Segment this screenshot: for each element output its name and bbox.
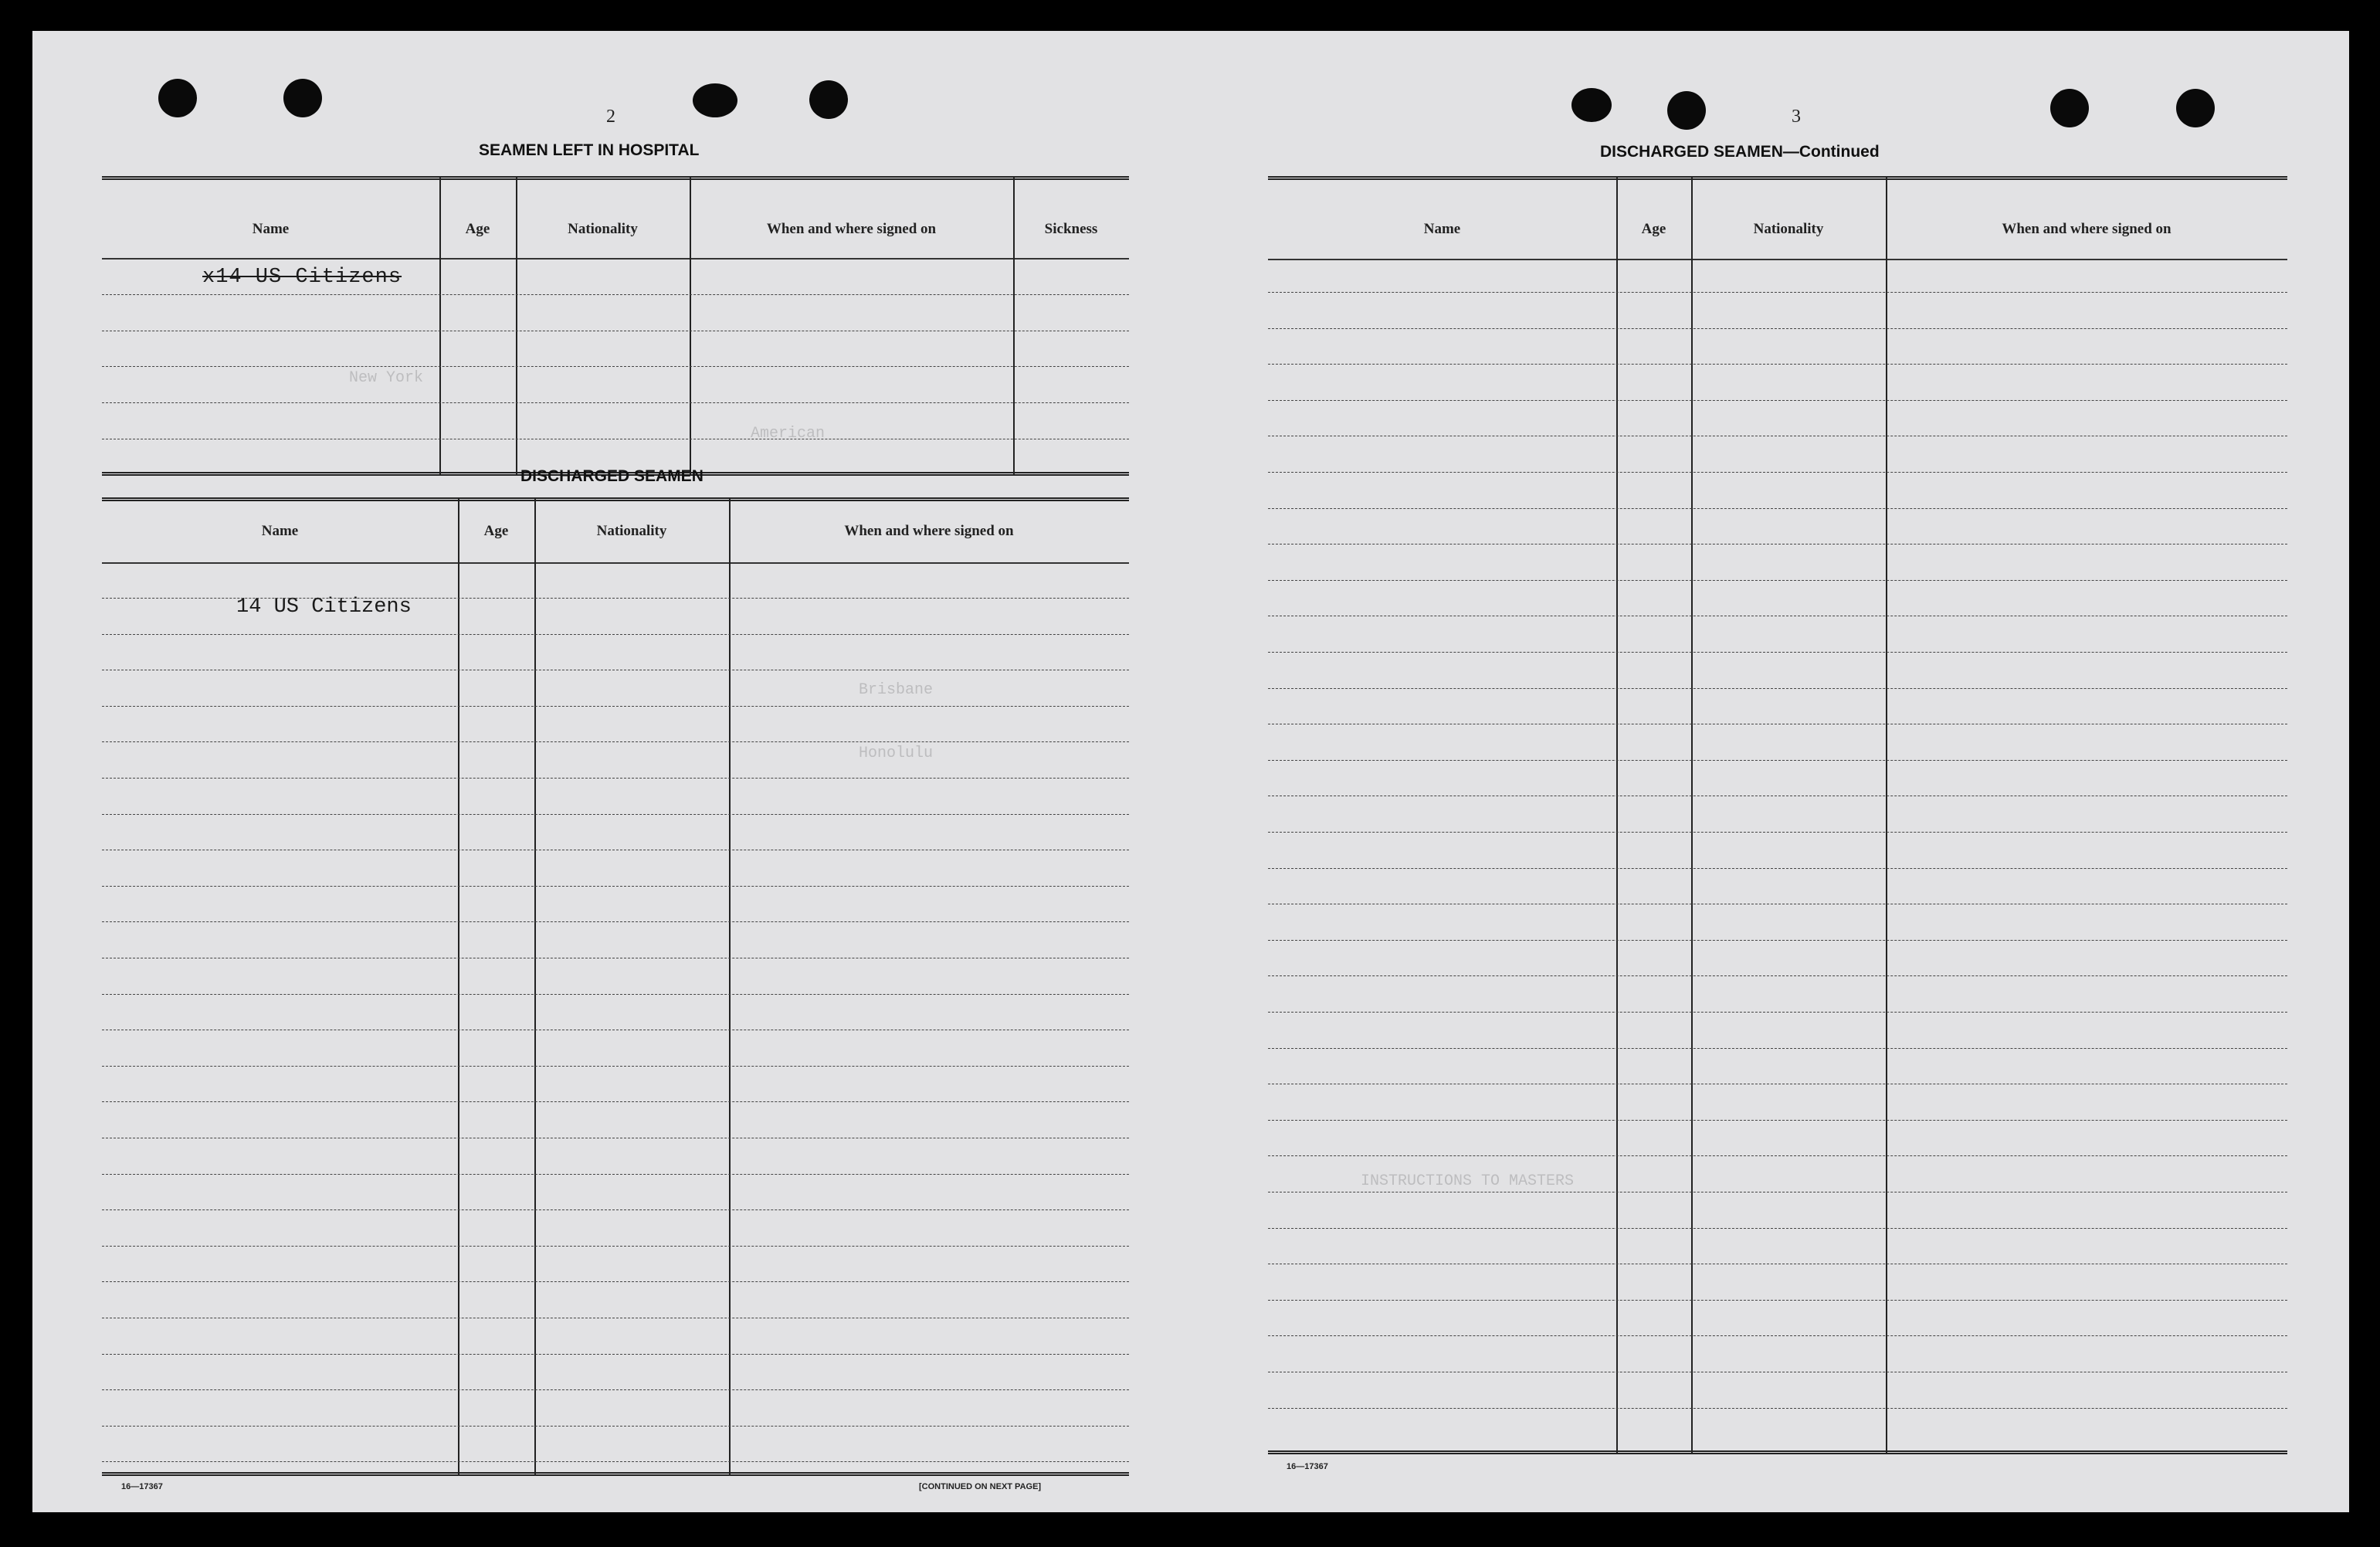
ruled-line [1268, 940, 2287, 941]
discharged-table-right [1268, 176, 2287, 1455]
ruled-line [102, 706, 1129, 707]
punch-hole [809, 80, 848, 119]
column-header-name: Name [252, 221, 290, 237]
ruled-line [102, 1101, 1129, 1102]
punch-hole [158, 79, 197, 117]
page-number: 2 [606, 107, 615, 127]
bleed-through-text: New York [349, 369, 424, 387]
ruled-line [1268, 975, 2287, 976]
column-header-sickness: Sickness [1044, 221, 1098, 237]
column-header-name: Name [1423, 221, 1461, 237]
bleed-through-text: Honolulu [859, 745, 934, 762]
ruled-line [1268, 1335, 2287, 1336]
ruled-line [1268, 472, 2287, 473]
column-header-age: Age [483, 523, 509, 539]
ruled-line [102, 814, 1129, 815]
title-main: DISCHARGED SEAMEN [1600, 143, 1783, 161]
ruled-line [102, 1174, 1129, 1175]
column-header-nationality: Nationality [1753, 221, 1824, 237]
page-number: 3 [1792, 107, 1801, 127]
ruled-line [102, 1389, 1129, 1390]
ruled-line [1268, 580, 2287, 581]
ruled-line [102, 741, 1129, 742]
ruled-line [1268, 652, 2287, 653]
ruled-line [102, 1354, 1129, 1355]
form-number: 16—17367 [121, 1482, 163, 1491]
column-header-signed-on: When and where signed on [766, 221, 937, 237]
ruled-line [102, 886, 1129, 887]
hospital-entry-struck: x14 US Citizens [202, 266, 402, 289]
hospital-section-title: SEAMEN LEFT IN HOSPITAL [479, 141, 700, 159]
column-header-signed-on: When and where signed on [2002, 221, 2171, 237]
ruled-line [1268, 364, 2287, 365]
ruled-line [1268, 868, 2287, 869]
bleed-through-text: INSTRUCTIONS TO MASTERS [1361, 1172, 1575, 1190]
discharged-entry: 14 US Citizens [236, 595, 412, 619]
ruled-line [102, 778, 1129, 779]
punch-hole [2176, 89, 2215, 127]
ruled-line [1268, 400, 2287, 401]
column-header-nationality: Nationality [568, 221, 638, 237]
ruled-line [1268, 1408, 2287, 1409]
ruled-line [1268, 760, 2287, 761]
ruled-line [1268, 688, 2287, 689]
column-header-age: Age [465, 221, 490, 237]
title-suffix: —Continued [1782, 143, 1880, 161]
column-header-age: Age [1641, 221, 1666, 237]
ruled-line [1268, 292, 2287, 293]
discharged-table-left [102, 497, 1129, 1477]
ruled-line [102, 634, 1129, 635]
ruled-line [102, 921, 1129, 922]
hospital-table [102, 176, 1129, 477]
continued-note: [CONTINUED ON NEXT PAGE] [919, 1482, 1042, 1491]
ruled-line [1268, 508, 2287, 509]
ruled-line [1268, 328, 2287, 329]
ruled-line [1268, 544, 2287, 545]
ruled-line [1268, 1012, 2287, 1013]
column-header-name: Name [261, 523, 299, 539]
ruled-line [1268, 1120, 2287, 1121]
punch-hole [2050, 89, 2089, 127]
right-page [1191, 31, 2349, 1512]
ruled-line [1268, 1300, 2287, 1301]
ruled-line [102, 1246, 1129, 1247]
ruled-line [102, 1209, 1129, 1210]
discharged-section-title: DISCHARGED SEAMEN [520, 467, 703, 485]
bleed-through-text: Brisbane [859, 681, 934, 699]
column-header-nationality: Nationality [596, 523, 667, 539]
ruled-line [102, 1066, 1129, 1067]
punch-hole [1571, 88, 1612, 122]
ruled-line [1268, 1228, 2287, 1229]
ruled-line [102, 598, 1129, 599]
punch-hole [693, 83, 737, 117]
ruled-line [1268, 1048, 2287, 1049]
ruled-line [1268, 1155, 2287, 1156]
ruled-line [102, 1461, 1129, 1462]
left-page [32, 31, 1191, 1512]
form-number: 16—17367 [1287, 1462, 1328, 1471]
column-header-signed-on: When and where signed on [844, 523, 1014, 539]
bleed-through-text: American [751, 425, 826, 443]
punch-hole [283, 79, 322, 117]
ruled-line [102, 1426, 1129, 1427]
ruled-line [102, 1281, 1129, 1282]
discharged-continued-title [1600, 143, 1880, 161]
ruled-line [102, 994, 1129, 995]
punch-hole [1667, 91, 1706, 130]
document-sheet [32, 31, 2349, 1512]
ruled-line [1268, 832, 2287, 833]
